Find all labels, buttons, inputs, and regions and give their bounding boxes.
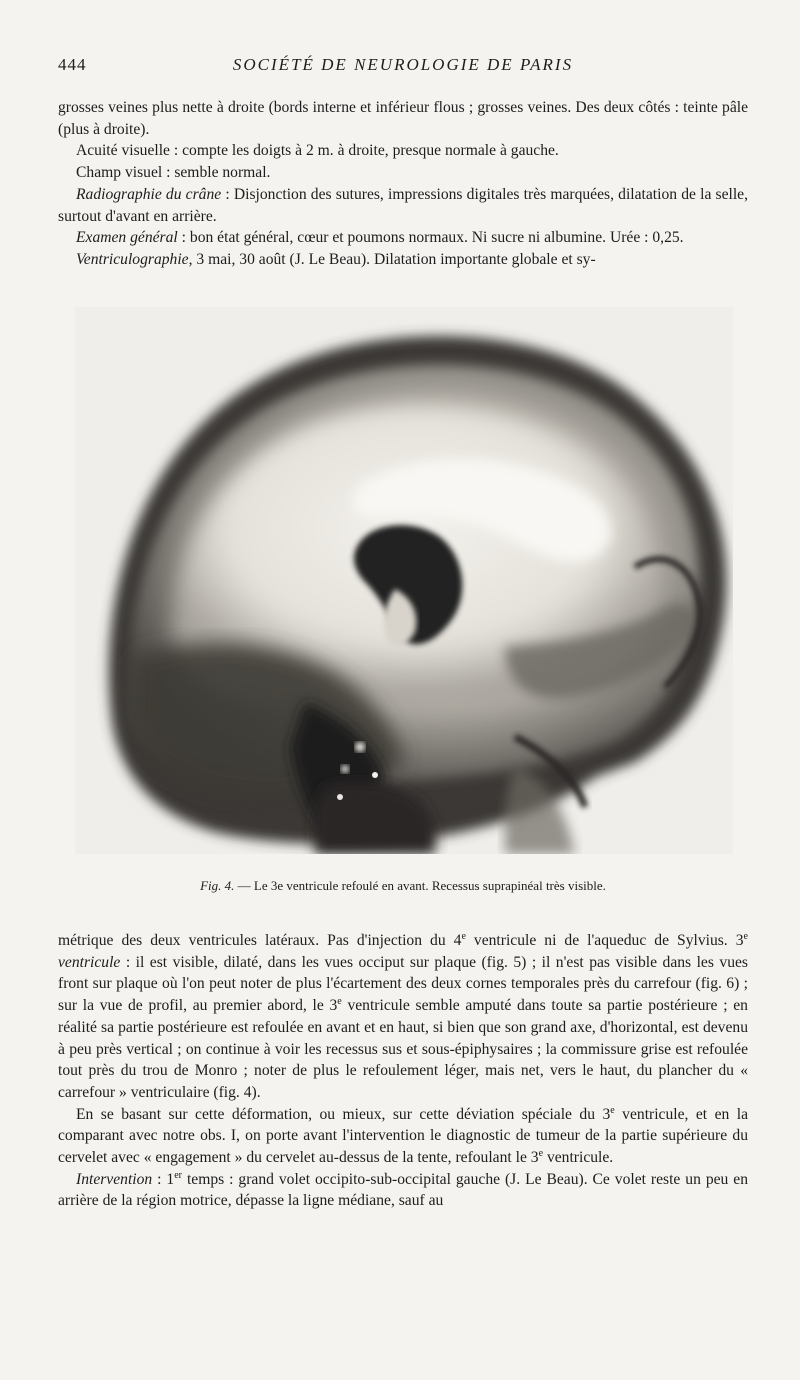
superscript: e <box>610 1104 615 1116</box>
paragraph-label: Examen général <box>76 229 178 247</box>
paragraph-label: Intervention <box>76 1170 153 1188</box>
text-run: En se basant sur cette déformation, ou mieux, sur cette déviation spéciale du 3 <box>76 1105 611 1123</box>
superscript: er <box>174 1169 183 1181</box>
figure-caption <box>58 878 748 894</box>
paragraph: Acuité visuelle : compte les doigts à 2 m. à droite, presque normale à gauche. <box>76 142 559 160</box>
paragraph <box>58 1169 748 1212</box>
text-run: métrique des deux ventricules latéraux. Pas d'injection du 4 <box>58 932 462 949</box>
paragraph-text: : bon état général, cœur et poumons normaux. Ni sucre ni albumine. Urée : 0,25. <box>177 229 684 247</box>
paragraph <box>58 184 748 227</box>
superscript: e <box>461 930 466 942</box>
text-run: temps : grand volet occipito-sub-occipital gauche (J. Le Beau). Ce volet reste un peu en arrière de la région motrice, dépasse la ligne médiane, sauf au <box>58 1170 748 1210</box>
text-run: : il est visible, dilaté, dans les vues occiput sur plaque (fig. 5) ; il n'est pas visible dans les vues front sur plaque où l'on peut noter de plus l'écartement des deux cornes temporales près du carrefour (fig. 6) ; sur la vue de profil, au premier abord, le 3 <box>58 953 748 1015</box>
paragraph-label: Ventriculographie <box>76 250 189 268</box>
caption-text: — Le 3e ventricule refoulé en avant. Recessus suprapinéal très visible. <box>234 878 606 893</box>
bottom-text-block <box>58 930 748 1212</box>
top-text-block <box>58 97 748 271</box>
paragraph <box>58 1104 748 1169</box>
paragraph-label: Radiographie du crâne <box>76 185 222 203</box>
paragraph: Champ visuel : semble normal. <box>76 164 271 182</box>
text-run: : 1 <box>152 1170 175 1188</box>
page-header <box>58 55 748 79</box>
text-run: ventricule <box>58 953 121 971</box>
text-run: ventricule semble amputé dans toute sa partie postérieure ; en réalité sa partie postérieure est refoulée en avant et en haut, si bien que son grand axe, d'horizontal, est devenu à peu près vertical ; on continue à voir les recessus sus et sous-épiphysaires ; la commissure grise est refoulée tout près du trou de Monro ; noter de plus le refoulement léger, mais net, vers le haut, du plancher du « carrefour » ventriculaire (fig. 4). <box>58 997 748 1101</box>
superscript: e <box>337 995 342 1007</box>
text-run: ventricule, et en la comparant avec notre obs. I, on porte avant l'intervention le diagnostic de tumeur de la partie supérieure du cervelet avec « engagement » du cervelet au-dessus de la tente, refoulant le 3 <box>58 1105 749 1167</box>
text-run: ventricule ni de l'aqueduc de Sylvius. 3 <box>465 932 744 949</box>
superscript: e <box>743 930 748 942</box>
paragraph-text: , 3 mai, 30 août (J. Le Beau). Dilatation importante globale et sy- <box>188 250 596 268</box>
paragraph <box>58 227 748 249</box>
page-number: 444 <box>58 55 87 74</box>
figure-label: Fig. 4. <box>200 878 235 893</box>
paragraph-text: : Disjonction des sutures, impressions digitales très marquées, dilatation de la selle, surtout d'avant en arrière. <box>58 185 749 225</box>
running-head: SOCIÉTÉ DE NEUROLOGIE DE PARIS <box>232 55 574 74</box>
paragraph <box>58 249 748 271</box>
text-run: ventricule. <box>543 1149 614 1167</box>
ventriculography-figure <box>75 307 733 854</box>
paragraph <box>58 930 748 1104</box>
paragraph: grosses veines plus nette à droite (bords interne et inférieur flous ; grosses veines. Des deux côtés : teinte pâle (plus à droite). <box>58 99 748 138</box>
xray-image <box>75 307 733 854</box>
superscript: e <box>538 1147 544 1159</box>
